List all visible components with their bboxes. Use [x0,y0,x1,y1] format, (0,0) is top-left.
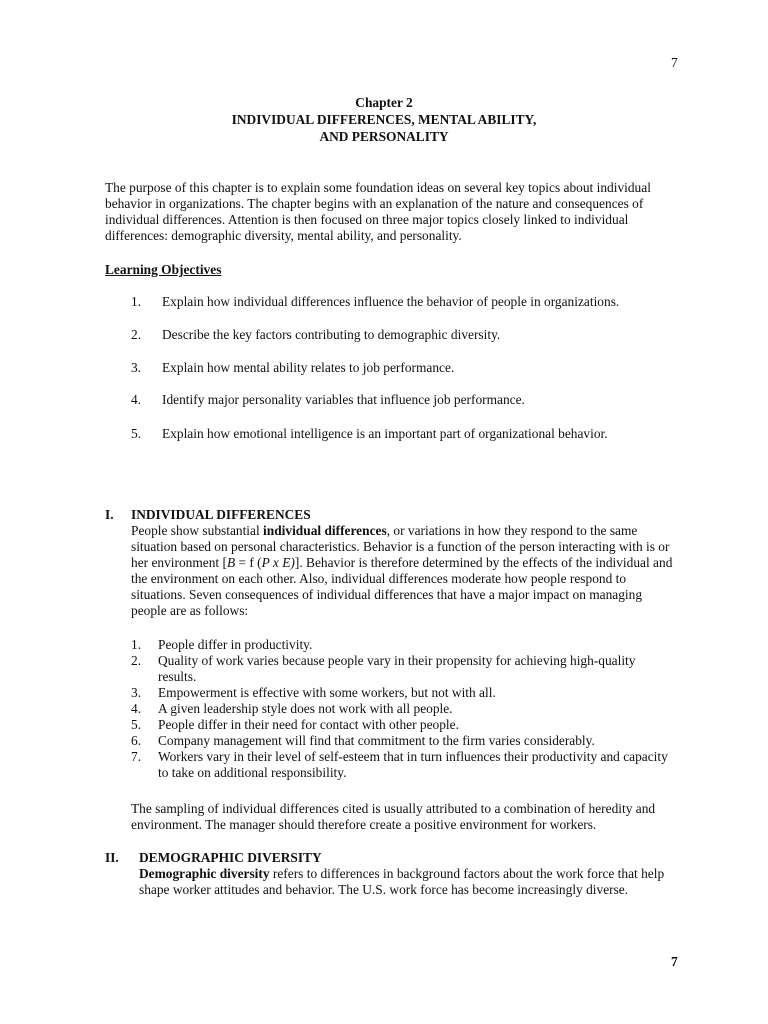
chapter-title-block [0,94,768,145]
list-text: Workers vary in their level of self-esteem that in turn influences their productivity and capacity to take on additional responsibility. [158,749,668,780]
formula-variable: B [226,555,236,570]
list-text: Company management will find that commitment to the firm varies considerably. [158,733,595,748]
body-text: ]. Behavior is therefore determined by the effects of the individual and the environment on each other. Also, individual differences moderate how people respond to situations. Seven consequences of individual differences that have a major impact on managing people are as follows: [131,555,673,618]
objective-number: 4. [131,392,142,407]
formula-variable: P x E) [261,555,295,570]
body-text: refers to differences in background factors about the work force that help shape worker attitudes and behavior. The U.S. work force has become increasingly diverse. [139,866,665,897]
list-item [131,717,676,733]
section-1-heading [105,507,311,523]
list-item [131,749,676,781]
list-number: 6. [131,733,142,748]
list-number: 3. [131,685,142,700]
section-1-closing-paragraph: The sampling of individual differences cited is usually attributed to a combination of heredity and environment. The manager should therefore create a positive environment for workers. [131,801,656,832]
chapter-title-line-1: INDIVIDUAL DIFFERENCES, MENTAL ABILITY, [231,112,537,127]
key-term: individual differences [263,523,387,538]
list-number: 4. [131,701,142,716]
list-text: Quality of work varies because people vary in their propensity for achieving high-quality results. [158,653,636,684]
section-1-body [131,523,676,619]
list-item [131,637,676,653]
learning-objective-item [131,392,671,408]
chapter-label: Chapter 2 [355,95,413,110]
objective-text: Explain how emotional intelligence is an important part of organizational behavior. [162,426,608,441]
consequences-list [131,637,676,781]
list-text: A given leadership style does not work with all people. [158,701,453,716]
list-number: 2. [131,653,142,668]
page-number-top: 7 [671,55,678,70]
list-item [131,685,676,701]
list-number: 1. [131,637,142,652]
body-text: People show substantial [131,523,264,538]
intro-paragraph: The purpose of this chapter is to explain some foundation ideas on several key topics about individual behavior in organizations. The chapter begins with an explanation of the nature and consequences of individual differences. Attention is then focused on three major topics closely linked to individual differences: demographic diversity, mental ability, and personality. [105,180,651,243]
objective-number: 2. [131,327,142,342]
learning-objective-item [131,426,671,442]
list-text: People differ in their need for contact with other people. [158,717,459,732]
section-2-heading [105,850,322,866]
learning-objective-item [131,360,671,376]
key-term: Demographic diversity [139,866,270,881]
section-2-body [139,866,679,898]
learning-objectives-heading: Learning Objectives [105,262,222,277]
objective-number: 1. [131,294,142,309]
section-title: INDIVIDUAL DIFFERENCES [131,507,311,522]
objective-text: Explain how mental ability relates to job performance. [162,360,455,375]
formula-operator: = f ( [235,555,262,570]
objective-number: 5. [131,426,142,441]
list-text: Empowerment is effective with some workers, but not with all. [158,685,496,700]
list-number: 7. [131,749,142,764]
list-text: People differ in productivity. [158,637,313,652]
section-title: DEMOGRAPHIC DIVERSITY [139,850,322,865]
chapter-title-line-2: AND PERSONALITY [319,129,449,144]
list-number: 5. [131,717,142,732]
learning-objective-item [131,327,671,343]
page-number-bottom: 7 [671,954,678,969]
list-item [131,653,676,685]
objective-text: Explain how individual differences influence the behavior of people in organizations. [162,294,620,309]
body-text: , or variations in how they respond to the same situation based on personal characteristics. Behavior is a function of the person interacting with is or her environment [ [131,523,670,570]
section-numeral: I. [105,507,114,522]
section-numeral: II. [105,850,119,865]
list-item [131,733,676,749]
objective-text: Identify major personality variables that influence job performance. [162,392,525,407]
objective-number: 3. [131,360,142,375]
objective-text: Describe the key factors contributing to demographic diversity. [162,327,501,342]
learning-objective-item [131,294,671,310]
list-item [131,701,676,717]
